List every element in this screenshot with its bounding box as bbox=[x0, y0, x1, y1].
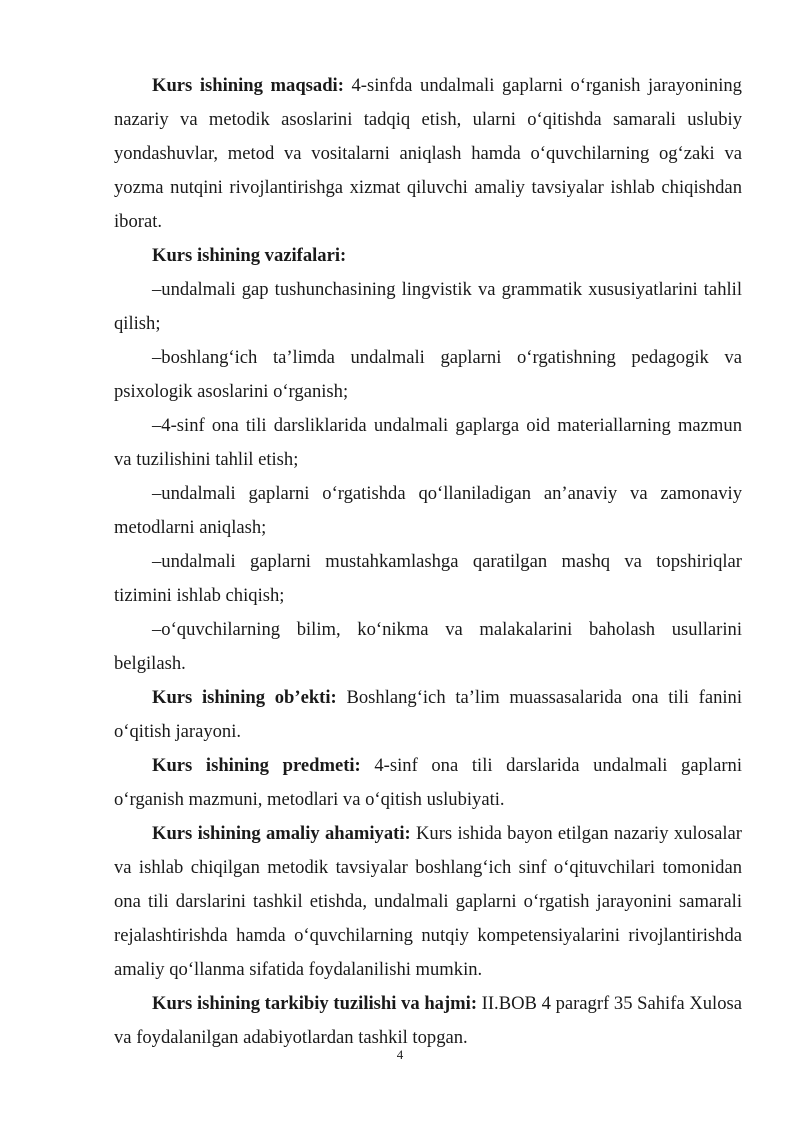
goal-paragraph bbox=[114, 69, 742, 239]
page-number: 4 bbox=[396, 1047, 404, 1062]
structure-text: II.BOB 4 paragrf 35 Sahifa Xulosa va foydalanilgan adabiyotlardan tashkil topgan. bbox=[114, 993, 742, 1048]
subject-text: 4-sinf ona tili darslarida undalmali gaplarni o‘rganish mazmuni, metodlari va o‘qitish uslubiyati. bbox=[114, 755, 742, 810]
task-item: –undalmali gaplarni o‘rgatishda qo‘llaniladigan an’anaviy va zamonaviy metodlarni aniqlash; bbox=[114, 483, 742, 538]
subject-paragraph bbox=[114, 749, 742, 817]
structure-label: Kurs ishining tarkibiy tuzilishi va hajmi: bbox=[152, 993, 478, 1014]
object-text: Boshlang‘ich ta’lim muassasalarida ona tili fanini o‘qitish jarayoni. bbox=[114, 687, 742, 742]
goal-label: Kurs ishining maqsadi: bbox=[152, 75, 344, 96]
task-item: –o‘quvchilarning bilim, ko‘nikma va malakalarini baholash usullarini belgilash. bbox=[114, 619, 742, 674]
structure-paragraph bbox=[114, 987, 742, 1055]
subject-label: Kurs ishining predmeti: bbox=[152, 755, 361, 776]
practical-text: Kurs ishida bayon etilgan nazariy xulosalar va ishlab chiqilgan metodik tavsiyalar boshlang‘ich sinf o‘qituvchilari tomonidan ona tili darslarini tashkil etishda, undalmali gaplarni o‘rgatish jarayonini samarali rejalashtirishda hamda o‘quvchilarning nutqiy kompetensiyalarini rivojlantirishda amaliy qo‘llanma sifatida foydalanilishi mumkin. bbox=[114, 823, 742, 980]
task-item: –undalmali gaplarni mustahkamlashga qaratilgan mashq va topshiriqlar tizimini ishlab chiqish; bbox=[114, 551, 742, 606]
task-item: –4-sinf ona tili darsliklarida undalmali gaplarga oid materiallarning mazmun va tuzilishini tahlil etish; bbox=[114, 415, 742, 470]
tasks-heading: Kurs ishining vazifalari: bbox=[152, 245, 347, 266]
object-paragraph bbox=[114, 681, 742, 749]
object-label: Kurs ishining ob’ekti: bbox=[152, 687, 337, 708]
page-body bbox=[114, 69, 742, 1055]
task-item: –boshlang‘ich ta’limda undalmali gaplarni o‘rgatishning pedagogik va psixologik asoslarini o‘rganish; bbox=[114, 347, 742, 402]
task-item: –undalmali gap tushunchasining lingvistik va grammatik xususiyatlarini tahlil qilish; bbox=[114, 279, 742, 334]
practical-paragraph bbox=[114, 817, 742, 987]
goal-text: 4-sinfda undalmali gaplarni o‘rganish jarayonining nazariy va metodik asoslarini tadqiq etish, ularni o‘qitishda samarali uslubiy yondashuvlar, metod va vositalarni aniqlash hamda o‘quvchilarning og‘zaki va yozma nutqini rivojlantirishga xizmat qiluvchi amaliy tavsiyalar ishlab chiqishdan iborat. bbox=[114, 75, 742, 232]
practical-label: Kurs ishining amaliy ahamiyati: bbox=[152, 823, 411, 844]
